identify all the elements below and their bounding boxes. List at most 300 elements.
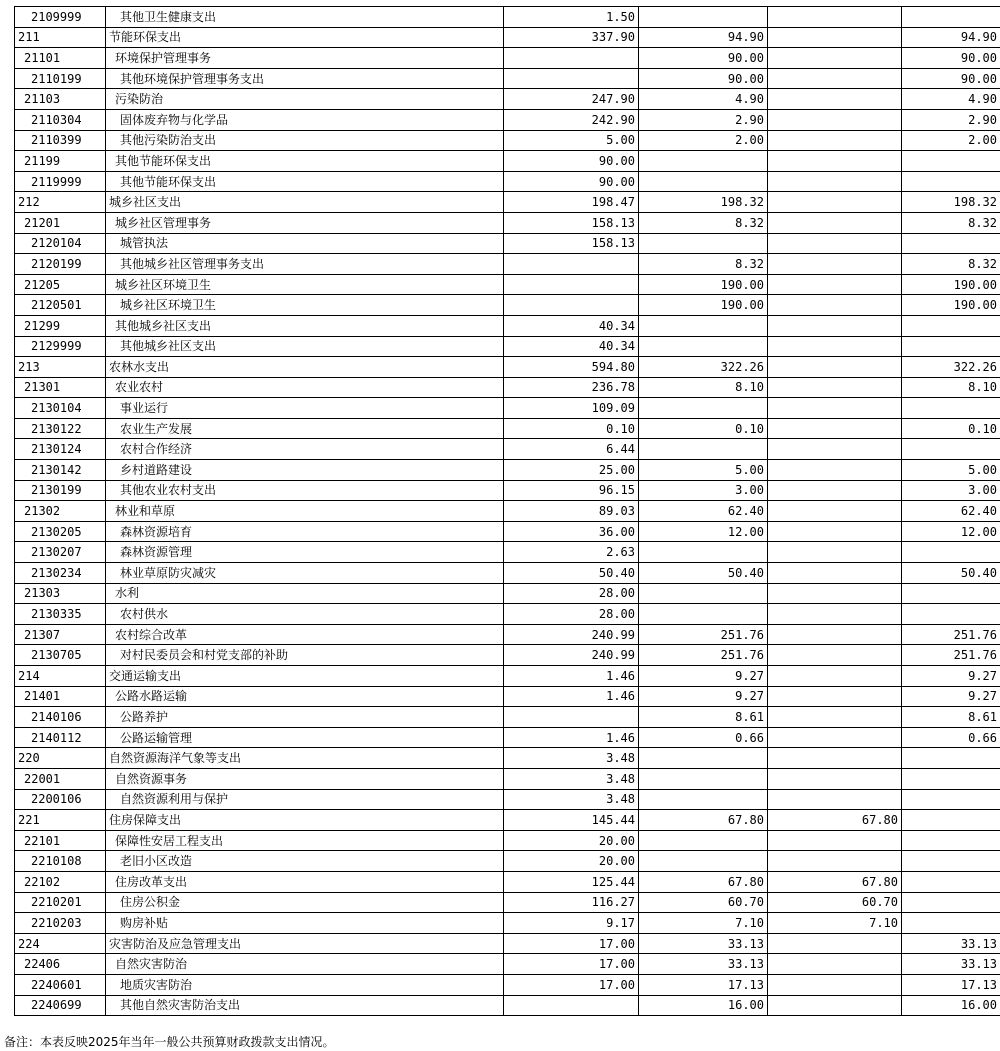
subject-code-cell: 2109999 — [15, 7, 106, 28]
value-cell-3 — [768, 130, 902, 151]
value-cell-4: 90.00 — [902, 48, 1000, 69]
subject-code-cell: 2120104 — [15, 233, 106, 254]
value-cell-2: 3.00 — [639, 480, 768, 501]
value-cell-4 — [902, 768, 1000, 789]
subject-name-cell: 交通运输支出 — [106, 666, 504, 687]
subject-code-cell: 212 — [15, 192, 106, 213]
subject-code-cell: 2110199 — [15, 68, 106, 89]
subject-name-cell: 农业生产发展 — [106, 418, 504, 439]
value-cell-4: 251.76 — [902, 624, 1000, 645]
subject-name-cell: 购房补贴 — [106, 913, 504, 934]
value-cell-2: 90.00 — [639, 68, 768, 89]
table-row — [15, 336, 1000, 357]
value-cell-1: 109.09 — [504, 398, 639, 419]
table-row — [15, 295, 1000, 316]
subject-name-cell: 节能环保支出 — [106, 27, 504, 48]
value-cell-4: 9.27 — [902, 686, 1000, 707]
value-cell-3 — [768, 171, 902, 192]
subject-name-cell: 其他环境保护管理事务支出 — [106, 68, 504, 89]
value-cell-3 — [768, 254, 902, 275]
value-cell-1 — [504, 707, 639, 728]
value-cell-3: 7.10 — [768, 913, 902, 934]
value-cell-1: 337.90 — [504, 27, 639, 48]
value-cell-2: 16.00 — [639, 995, 768, 1016]
value-cell-4 — [902, 892, 1000, 913]
value-cell-2 — [639, 336, 768, 357]
value-cell-3 — [768, 768, 902, 789]
table-row — [15, 974, 1000, 995]
value-cell-2: 0.66 — [639, 727, 768, 748]
subject-code-cell: 2240601 — [15, 974, 106, 995]
subject-name-cell: 地质灾害防治 — [106, 974, 504, 995]
subject-code-cell: 22001 — [15, 768, 106, 789]
subject-code-cell: 21201 — [15, 212, 106, 233]
value-cell-4: 190.00 — [902, 274, 1000, 295]
value-cell-1: 89.03 — [504, 501, 639, 522]
value-cell-1: 25.00 — [504, 460, 639, 481]
value-cell-1: 50.40 — [504, 563, 639, 584]
table-row — [15, 954, 1000, 975]
value-cell-2 — [639, 748, 768, 769]
table-row — [15, 851, 1000, 872]
value-cell-4: 33.13 — [902, 954, 1000, 975]
subject-name-cell: 城乡社区环境卫生 — [106, 274, 504, 295]
value-cell-2: 8.32 — [639, 254, 768, 275]
table-row — [15, 604, 1000, 625]
subject-name-cell: 农林水支出 — [106, 357, 504, 378]
value-cell-3 — [768, 830, 902, 851]
table-row — [15, 377, 1000, 398]
table-row — [15, 666, 1000, 687]
value-cell-3 — [768, 933, 902, 954]
subject-code-cell: 2110304 — [15, 109, 106, 130]
value-cell-2: 8.10 — [639, 377, 768, 398]
value-cell-1: 20.00 — [504, 851, 639, 872]
table-row — [15, 27, 1000, 48]
value-cell-2: 33.13 — [639, 954, 768, 975]
subject-name-cell: 林业草原防灾减灾 — [106, 563, 504, 584]
value-cell-4: 8.61 — [902, 707, 1000, 728]
subject-code-cell: 2130142 — [15, 460, 106, 481]
value-cell-3 — [768, 727, 902, 748]
value-cell-4: 0.10 — [902, 418, 1000, 439]
subject-name-cell: 农村合作经济 — [106, 439, 504, 460]
value-cell-1: 3.48 — [504, 748, 639, 769]
subject-name-cell: 固体废弃物与化学品 — [106, 109, 504, 130]
subject-code-cell: 21101 — [15, 48, 106, 69]
value-cell-2 — [639, 7, 768, 28]
subject-name-cell: 自然资源海洋气象等支出 — [106, 748, 504, 769]
value-cell-4: 251.76 — [902, 645, 1000, 666]
subject-code-cell: 2140106 — [15, 707, 106, 728]
value-cell-2: 198.32 — [639, 192, 768, 213]
value-cell-1: 242.90 — [504, 109, 639, 130]
table-row — [15, 171, 1000, 192]
value-cell-2: 67.80 — [639, 810, 768, 831]
value-cell-1: 198.47 — [504, 192, 639, 213]
value-cell-1: 90.00 — [504, 151, 639, 172]
value-cell-4: 2.90 — [902, 109, 1000, 130]
table-row — [15, 933, 1000, 954]
value-cell-3: 67.80 — [768, 810, 902, 831]
value-cell-4 — [902, 233, 1000, 254]
value-cell-4: 3.00 — [902, 480, 1000, 501]
value-cell-3 — [768, 68, 902, 89]
value-cell-2: 50.40 — [639, 563, 768, 584]
subject-code-cell: 22101 — [15, 830, 106, 851]
table-row — [15, 810, 1000, 831]
value-cell-4: 12.00 — [902, 521, 1000, 542]
subject-name-cell: 农村供水 — [106, 604, 504, 625]
table-row — [15, 645, 1000, 666]
value-cell-2 — [639, 851, 768, 872]
subject-code-cell: 2200106 — [15, 789, 106, 810]
value-cell-4: 90.00 — [902, 68, 1000, 89]
value-cell-3 — [768, 233, 902, 254]
value-cell-4: 50.40 — [902, 563, 1000, 584]
value-cell-1: 96.15 — [504, 480, 639, 501]
table-row — [15, 315, 1000, 336]
value-cell-1: 28.00 — [504, 583, 639, 604]
subject-name-cell: 城乡社区管理事务 — [106, 212, 504, 233]
subject-code-cell: 2130234 — [15, 563, 106, 584]
value-cell-3 — [768, 542, 902, 563]
table-row — [15, 109, 1000, 130]
table-row — [15, 624, 1000, 645]
subject-code-cell: 2130199 — [15, 480, 106, 501]
value-cell-4 — [902, 913, 1000, 934]
table-row — [15, 768, 1000, 789]
value-cell-4: 17.13 — [902, 974, 1000, 995]
value-cell-3 — [768, 686, 902, 707]
subject-name-cell: 水利 — [106, 583, 504, 604]
subject-name-cell: 自然资源事务 — [106, 768, 504, 789]
value-cell-2: 9.27 — [639, 686, 768, 707]
value-cell-4: 8.32 — [902, 212, 1000, 233]
table-row — [15, 727, 1000, 748]
subject-name-cell: 其他城乡社区支出 — [106, 336, 504, 357]
value-cell-3 — [768, 398, 902, 419]
value-cell-3 — [768, 501, 902, 522]
value-cell-3 — [768, 748, 902, 769]
value-cell-2 — [639, 604, 768, 625]
value-cell-1: 40.34 — [504, 315, 639, 336]
value-cell-1: 125.44 — [504, 871, 639, 892]
value-cell-1: 17.00 — [504, 933, 639, 954]
subject-name-cell: 其他污染防治支出 — [106, 130, 504, 151]
value-cell-2 — [639, 583, 768, 604]
subject-name-cell: 对村民委员会和村党支部的补助 — [106, 645, 504, 666]
value-cell-4: 2.00 — [902, 130, 1000, 151]
subject-code-cell: 2130205 — [15, 521, 106, 542]
value-cell-2: 4.90 — [639, 89, 768, 110]
value-cell-3 — [768, 192, 902, 213]
table-row — [15, 274, 1000, 295]
value-cell-3 — [768, 27, 902, 48]
table-row — [15, 892, 1000, 913]
value-cell-2 — [639, 315, 768, 336]
subject-code-cell: 221 — [15, 810, 106, 831]
value-cell-2: 2.00 — [639, 130, 768, 151]
table-row — [15, 68, 1000, 89]
value-cell-1: 1.50 — [504, 7, 639, 28]
value-cell-3 — [768, 377, 902, 398]
value-cell-1: 1.46 — [504, 686, 639, 707]
value-cell-3 — [768, 974, 902, 995]
value-cell-1: 90.00 — [504, 171, 639, 192]
value-cell-1: 40.34 — [504, 336, 639, 357]
value-cell-2 — [639, 439, 768, 460]
value-cell-1 — [504, 254, 639, 275]
subject-code-cell: 213 — [15, 357, 106, 378]
subject-code-cell: 2210201 — [15, 892, 106, 913]
value-cell-1: 9.17 — [504, 913, 639, 934]
subject-name-cell: 城乡社区支出 — [106, 192, 504, 213]
value-cell-3: 67.80 — [768, 871, 902, 892]
value-cell-1: 116.27 — [504, 892, 639, 913]
value-cell-3 — [768, 89, 902, 110]
value-cell-3 — [768, 274, 902, 295]
subject-name-cell: 保障性安居工程支出 — [106, 830, 504, 851]
subject-name-cell: 自然灾害防治 — [106, 954, 504, 975]
subject-name-cell: 住房公积金 — [106, 892, 504, 913]
subject-code-cell: 21299 — [15, 315, 106, 336]
value-cell-2: 33.13 — [639, 933, 768, 954]
value-cell-1: 5.00 — [504, 130, 639, 151]
subject-name-cell: 公路养护 — [106, 707, 504, 728]
value-cell-4 — [902, 542, 1000, 563]
value-cell-3 — [768, 666, 902, 687]
value-cell-2: 0.10 — [639, 418, 768, 439]
table-row — [15, 913, 1000, 934]
table-row — [15, 357, 1000, 378]
value-cell-2: 60.70 — [639, 892, 768, 913]
subject-code-cell: 2130104 — [15, 398, 106, 419]
value-cell-4: 0.66 — [902, 727, 1000, 748]
value-cell-2 — [639, 768, 768, 789]
subject-name-cell: 林业和草原 — [106, 501, 504, 522]
value-cell-1: 3.48 — [504, 789, 639, 810]
value-cell-2 — [639, 171, 768, 192]
value-cell-3 — [768, 480, 902, 501]
budget-expenditure-table — [14, 6, 1000, 1016]
value-cell-3 — [768, 151, 902, 172]
subject-name-cell: 其他城乡社区管理事务支出 — [106, 254, 504, 275]
subject-name-cell: 森林资源管理 — [106, 542, 504, 563]
value-cell-4: 94.90 — [902, 27, 1000, 48]
value-cell-1: 158.13 — [504, 233, 639, 254]
value-cell-3 — [768, 707, 902, 728]
value-cell-3 — [768, 563, 902, 584]
subject-code-cell: 2119999 — [15, 171, 106, 192]
table-row — [15, 254, 1000, 275]
value-cell-1: 2.63 — [504, 542, 639, 563]
subject-name-cell: 灾害防治及应急管理支出 — [106, 933, 504, 954]
value-cell-3 — [768, 789, 902, 810]
subject-code-cell: 21307 — [15, 624, 106, 645]
value-cell-3: 60.70 — [768, 892, 902, 913]
subject-name-cell: 住房保障支出 — [106, 810, 504, 831]
value-cell-4 — [902, 810, 1000, 831]
value-cell-1: 1.46 — [504, 666, 639, 687]
value-cell-1: 6.44 — [504, 439, 639, 460]
table-row — [15, 439, 1000, 460]
subject-code-cell: 2110399 — [15, 130, 106, 151]
value-cell-1 — [504, 68, 639, 89]
value-cell-3 — [768, 851, 902, 872]
value-cell-4: 33.13 — [902, 933, 1000, 954]
value-cell-2 — [639, 233, 768, 254]
subject-code-cell: 2210203 — [15, 913, 106, 934]
value-cell-4: 190.00 — [902, 295, 1000, 316]
table-row — [15, 130, 1000, 151]
value-cell-1: 236.78 — [504, 377, 639, 398]
value-cell-2: 190.00 — [639, 295, 768, 316]
table-row — [15, 480, 1000, 501]
subject-code-cell: 2120199 — [15, 254, 106, 275]
subject-name-cell: 其他自然灾害防治支出 — [106, 995, 504, 1016]
value-cell-4 — [902, 315, 1000, 336]
table-row — [15, 48, 1000, 69]
subject-code-cell: 2130122 — [15, 418, 106, 439]
value-cell-4 — [902, 336, 1000, 357]
value-cell-1: 17.00 — [504, 954, 639, 975]
subject-code-cell: 2210108 — [15, 851, 106, 872]
subject-code-cell: 2240699 — [15, 995, 106, 1016]
table-row — [15, 192, 1000, 213]
value-cell-3 — [768, 521, 902, 542]
value-cell-1: 158.13 — [504, 212, 639, 233]
value-cell-2: 251.76 — [639, 624, 768, 645]
subject-name-cell: 农业农村 — [106, 377, 504, 398]
value-cell-3 — [768, 624, 902, 645]
value-cell-2: 62.40 — [639, 501, 768, 522]
value-cell-3 — [768, 645, 902, 666]
subject-name-cell: 环境保护管理事务 — [106, 48, 504, 69]
value-cell-4 — [902, 789, 1000, 810]
subject-name-cell: 事业运行 — [106, 398, 504, 419]
budget-table-page — [14, 6, 997, 1016]
value-cell-4: 5.00 — [902, 460, 1000, 481]
value-cell-2 — [639, 542, 768, 563]
value-cell-2: 94.90 — [639, 27, 768, 48]
subject-name-cell: 城乡社区环境卫生 — [106, 295, 504, 316]
table-row — [15, 830, 1000, 851]
subject-code-cell: 2130124 — [15, 439, 106, 460]
table-row — [15, 7, 1000, 28]
footnote: 备注：本表反映2025年当年一般公共预算财政拨款支出情况。 — [4, 1035, 335, 1049]
table-row — [15, 418, 1000, 439]
value-cell-2: 90.00 — [639, 48, 768, 69]
table-row — [15, 542, 1000, 563]
value-cell-3 — [768, 357, 902, 378]
value-cell-2: 17.13 — [639, 974, 768, 995]
value-cell-4 — [902, 748, 1000, 769]
table-row — [15, 521, 1000, 542]
value-cell-2: 8.61 — [639, 707, 768, 728]
value-cell-3 — [768, 295, 902, 316]
subject-code-cell: 2129999 — [15, 336, 106, 357]
table-row — [15, 707, 1000, 728]
subject-code-cell: 220 — [15, 748, 106, 769]
subject-name-cell: 其他城乡社区支出 — [106, 315, 504, 336]
subject-code-cell: 2130207 — [15, 542, 106, 563]
value-cell-3 — [768, 604, 902, 625]
subject-code-cell: 214 — [15, 666, 106, 687]
subject-code-cell: 2130705 — [15, 645, 106, 666]
subject-code-cell: 21103 — [15, 89, 106, 110]
value-cell-4 — [902, 583, 1000, 604]
value-cell-4: 8.10 — [902, 377, 1000, 398]
value-cell-3 — [768, 995, 902, 1016]
value-cell-1: 145.44 — [504, 810, 639, 831]
value-cell-4: 9.27 — [902, 666, 1000, 687]
value-cell-2 — [639, 789, 768, 810]
value-cell-2: 2.90 — [639, 109, 768, 130]
value-cell-2 — [639, 830, 768, 851]
value-cell-2: 5.00 — [639, 460, 768, 481]
value-cell-2 — [639, 151, 768, 172]
subject-name-cell: 城管执法 — [106, 233, 504, 254]
table-row — [15, 212, 1000, 233]
subject-code-cell: 21303 — [15, 583, 106, 604]
value-cell-4 — [902, 604, 1000, 625]
value-cell-3 — [768, 583, 902, 604]
value-cell-2: 67.80 — [639, 871, 768, 892]
table-row — [15, 460, 1000, 481]
value-cell-1 — [504, 295, 639, 316]
table-row — [15, 686, 1000, 707]
value-cell-2 — [639, 398, 768, 419]
value-cell-4: 322.26 — [902, 357, 1000, 378]
table-row — [15, 871, 1000, 892]
table-row — [15, 398, 1000, 419]
value-cell-4: 16.00 — [902, 995, 1000, 1016]
value-cell-3 — [768, 418, 902, 439]
table-row — [15, 151, 1000, 172]
value-cell-2: 12.00 — [639, 521, 768, 542]
subject-code-cell: 22406 — [15, 954, 106, 975]
subject-code-cell: 224 — [15, 933, 106, 954]
value-cell-1: 20.00 — [504, 830, 639, 851]
value-cell-4 — [902, 851, 1000, 872]
value-cell-4 — [902, 830, 1000, 851]
subject-code-cell: 2120501 — [15, 295, 106, 316]
subject-name-cell: 老旧小区改造 — [106, 851, 504, 872]
value-cell-1: 0.10 — [504, 418, 639, 439]
value-cell-1 — [504, 274, 639, 295]
value-cell-2: 190.00 — [639, 274, 768, 295]
value-cell-1: 3.48 — [504, 768, 639, 789]
subject-name-cell: 污染防治 — [106, 89, 504, 110]
subject-name-cell: 其他节能环保支出 — [106, 171, 504, 192]
value-cell-4: 62.40 — [902, 501, 1000, 522]
subject-name-cell: 公路运输管理 — [106, 727, 504, 748]
table-row — [15, 233, 1000, 254]
value-cell-4: 4.90 — [902, 89, 1000, 110]
subject-name-cell: 其他卫生健康支出 — [106, 7, 504, 28]
value-cell-3 — [768, 954, 902, 975]
table-row — [15, 583, 1000, 604]
value-cell-4 — [902, 7, 1000, 28]
subject-name-cell: 公路水路运输 — [106, 686, 504, 707]
table-row — [15, 89, 1000, 110]
subject-code-cell: 2130335 — [15, 604, 106, 625]
subject-code-cell: 21302 — [15, 501, 106, 522]
value-cell-3 — [768, 460, 902, 481]
subject-name-cell: 乡村道路建设 — [106, 460, 504, 481]
value-cell-2: 322.26 — [639, 357, 768, 378]
